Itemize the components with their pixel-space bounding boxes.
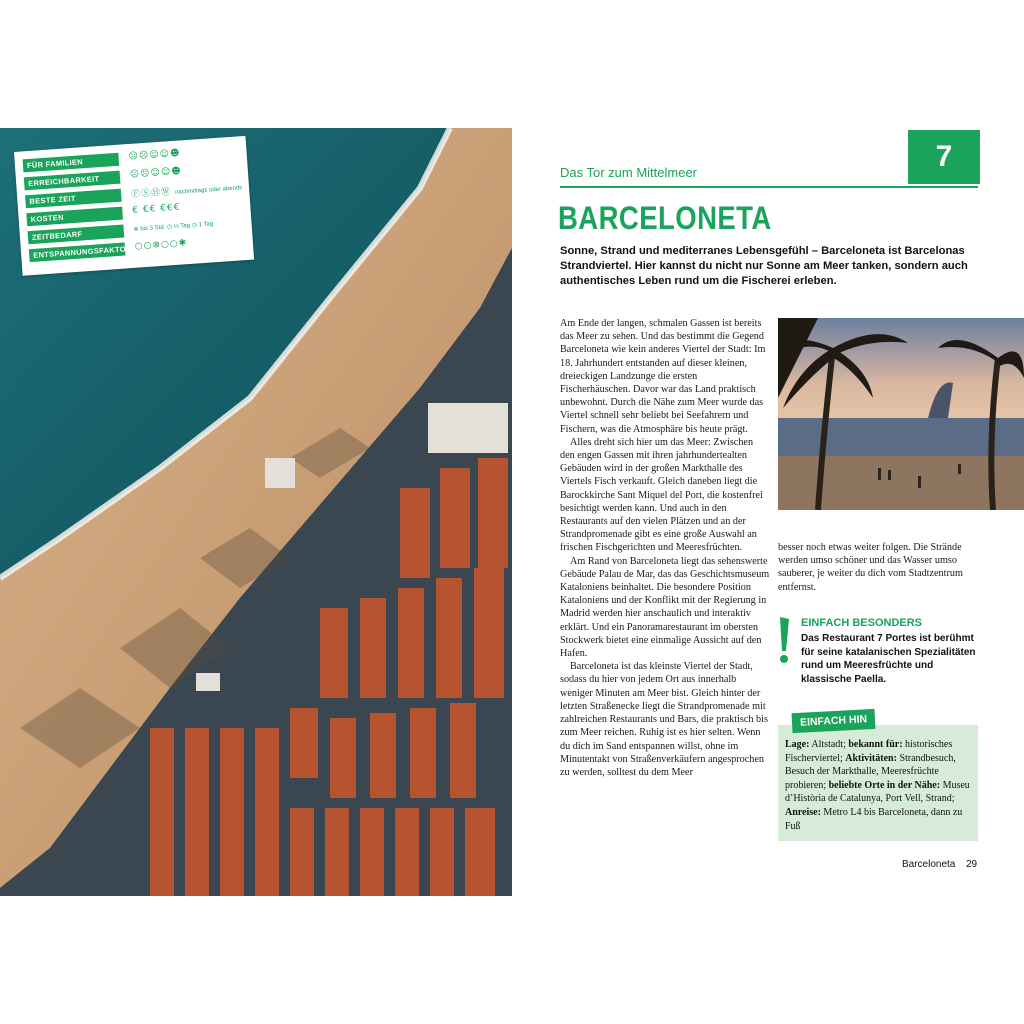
bekannt-label: bekannt für: — [848, 739, 903, 750]
body-paragraph-3: Am Rand von Barceloneta liegt das sehenswerte Gebäude Palau de Mar, das das Geschichtsmuseum Kataloniens beinhaltet. Die besondere Position Kataloniens und der Konflikt mit der Regierung in Madrid werden hier anschaulich und interaktiv erklärt. Und ein Panoramarestaurant im obersten Stockwerk bietet eine einmalige Aussicht auf den Hafen. — [560, 555, 770, 660]
rating-label-costs: KOSTEN — [26, 207, 123, 227]
body-paragraph-1: Am Ende der langen, schmalen Gassen ist bereits das Meer zu sehen. Und das bestimmt die Gegend Barceloneta wie kein anderes Viertel der Stadt: Im 18. Jahrhundert entstanden auf dieser kleinen, dreieckigen Landzunge die ersten Fischerhäuschen. Davor war das Land praktisch unbewohnt. Durch die Nähe zum Meer wurde das Viertel schnell sehr beliebt bei Seefahrern und Fischern, was die Atmosphäre bis heute prägt. — [560, 318, 766, 435]
lead-paragraph: Sonne, Strand und mediterranes Lebensgefühl – Barceloneta ist Barcelonas Strandviertel. Hier kannst du nicht nur Sonne am Meer tanken, sondern auch authentisches Leben rund um die Fischerei erleben. — [560, 245, 968, 287]
body-column-1 — [560, 317, 770, 779]
cost-three-icon: €€€ — [159, 202, 181, 214]
rating-card — [14, 136, 254, 276]
exclamation-icon — [778, 617, 790, 665]
beach-sunset-photo — [778, 318, 1024, 510]
anreise-value: Metro L4 bis Barceloneta, dann zu Fuß — [785, 806, 963, 832]
time-option-half-day: ½ Tag — [173, 222, 191, 231]
body-paragraph-4: Barceloneta ist das kleinste Viertel der Stadt, sodass du hier von jedem Ort aus innerhalb weniger Minuten am Meer bist. Gleich hinter der letzten Straßenecke liegt die Strandpromenade mit zahlreichen Restaurants und Bars, die praktisch bis zum Meer reichen. Ruhig ist es hier selten. Wenn du dich im Sand entspannen willst, ohne im Minutentakt von Straßenverkäufern angesprochen zu werden, solltest du dem Meer — [560, 661, 768, 778]
body-paragraph-2: Alles dreht sich hier um das Meer: Zwischen den engen Gassen mit ihren jahrhundertealten Gebäuden wird in der großen Markthalle des Viertels Fisch verkauft. Gleich daneben liegt die Barockkirche Sant Miquel del Port, die kostenfrei besichtigt werden kann. Und auch in den Restaurants auf den vielen Plätzen und an der Strandpromenade gibt es eine große Auswahl an frischen Fischgerichten und Meeresfrüchten. — [560, 436, 763, 554]
lage-label: Lage: — [785, 739, 810, 750]
time-option-3h: bis 3 Std. — [140, 224, 166, 233]
page-number: 29 — [966, 859, 978, 870]
orte-label: beliebte Orte in der Nähe: — [828, 779, 941, 791]
anreise-label: Anreise: — [785, 806, 821, 818]
best-time-note: nachmittags oder abends — [174, 185, 243, 196]
info-box-text — [785, 738, 975, 833]
time-option-full-day: 1 Tag — [198, 221, 214, 229]
orte-value: Museu d’Història de Catalunya, Port Vell, Strand; — [785, 779, 970, 805]
relaxation-icons: ○○⊗○○✱ — [134, 238, 188, 252]
kicker-divider — [560, 186, 978, 188]
bekannt-value: historisches Fischerviertel; — [785, 739, 953, 764]
time-options: ⊗ bis 3 Std. ◷ ½ Tag ◷ 1 Tag — [133, 221, 214, 233]
chapter-number-badge: 7 — [908, 130, 980, 184]
info-box-title: EINFACH HIN — [792, 709, 876, 733]
smiley-rating-icons: ☹☹☺☺☻ — [128, 148, 181, 163]
kicker-subtitle: Das Tor zum Mittelmeer — [560, 165, 698, 180]
rating-label-relaxation: ENTSPANNUNGSFAKTOR — [29, 243, 126, 263]
body-column-2 — [778, 541, 974, 594]
cost-one-icon: € — [132, 205, 140, 216]
body-paragraph-4-continued: besser noch etwas weiter folgen. Die Strände werden umso schöner und das Wasser umso sauberer, je weiter du dich vom Stadtzentrum entfernst. — [778, 542, 963, 593]
aktiv-label: Aktivitäten: — [845, 752, 897, 764]
besonders-title: EINFACH BESONDERS — [801, 617, 923, 629]
page-title: BARCELONETA — [558, 200, 772, 236]
smiley-rating-icons-2: ☹☹☺☺☻ — [129, 166, 183, 180]
rating-label-reachability: ERREICHBARKEIT — [24, 171, 121, 191]
besonders-text: Das Restaurant 7 Portes ist berühmt für seine katalanischen Spezialitäten rund um Meeresfrüchte und klassische Paella. — [801, 633, 976, 685]
rating-label-time-needed: ZEITBEDARF — [28, 225, 125, 245]
lage-value: Altstadt; — [811, 739, 846, 750]
season-icons: ⒻⓈⒽⓌ nachmittags oder abends — [130, 185, 243, 200]
running-footer-section: Barceloneta — [902, 859, 956, 870]
aktiv-value: Strandbesuch, Besuch der Markthalle, Meeresfrüchte probieren; — [785, 752, 956, 791]
rating-label-best-time: BESTE ZEIT — [25, 189, 122, 209]
rating-label-families: FÜR FAMILIEN — [23, 153, 120, 173]
cost-icons — [132, 203, 181, 216]
cost-two-icon: €€ — [142, 204, 157, 216]
